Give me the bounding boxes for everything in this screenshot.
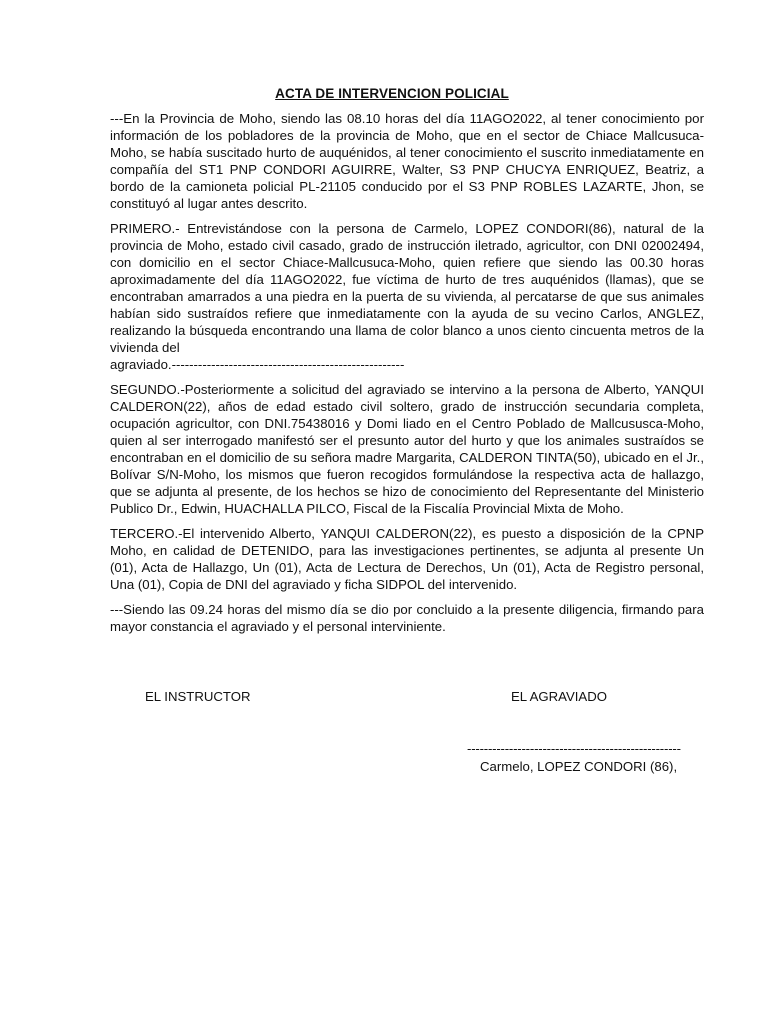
segundo-paragraph: SEGUNDO.-Posteriormente a solicitud del agraviado se intervino a la persona de Alberto, YANQUI CALDERON(22), años de edad estado civil soltero, grado de instrucción secundaria completa, ocupación agricultor, con DNI.75438016 y Domi liado en el Centro Poblado de Mallcususca-Moho, quien al ser interrogado manifestó ser el presunto autor del hurto y que los animales sustraídos se encontraban en el domicilio de su señora madre Margarita, CALDERON TINTA(50), ubicado en el Jr., Bolívar S/N-Moho, los mismos que fueron recogidos formulándose la respectiva acta de hallazgo, que se adjunta al presente, de los hechos se hizo de conocimiento del Representante del Ministerio Publico Dr., Edwin, HUACHALLA PILCO, Fiscal de la Fiscalía Provincial Mixta de Moho. [110,382,704,516]
primero-text: PRIMERO.- Entrevistándose con la persona de Carmelo, LOPEZ CONDORI(86), natural de la provincia de Moho, estado civil casado, grado de instrucción iletrado, agricultor, con DNI 02002494, con domicilio en el sector Chiace-Mallcusuca-Moho, quien refiere que siendo las 00.30 horas aproximadamente del día 11AGO2022, fue víctima de hurto de tres auquénidos (llamas), que se encontraban amarrados a una piedra en la puerta de su vivienda, al percatarse de que sus animales habían sido sustraídos refiere que inmediatamente con la ayuda de su vecino Carlos, ANGLEZ, realizando la búsqueda encontrando una llama de color blanco a unos ciento cincuenta metros de la vivienda del [110,221,704,355]
document-body [110,110,704,643]
intro-paragraph: ---En la Provincia de Moho, siendo las 08.10 horas del día 11AGO2022, al tener conocimiento por información de los pobladores de la provincia de Moho, que en el sector de Chiace Mallcusuca-Moho, se había suscitado hurto de auquénidos, al tener conocimiento el suscrito inmediatamente en compañía del ST1 PNP CONDORI AGUIRRE, Walter, S3 PNP CHUCYA ENRIQUEZ, Beatriz, a bordo de la camioneta policial PL-21105 conducido por el S3 PNP ROBLES LAZARTE, Jhon, se constituyó al lugar antes descrito. [110,111,704,211]
agraviado-label: EL AGRAVIADO [511,689,608,704]
instructor-label: EL INSTRUCTOR [145,689,251,704]
signature-line: --------------------------------------------------- [467,741,681,756]
agraviado-name: Carmelo, LOPEZ CONDORI (86), [480,759,678,774]
closing-paragraph: ---Siendo las 09.24 horas del mismo día se dio por concluido a la presente diligencia, firmando para mayor constancia el agraviado y el personal interviniente. [110,602,704,634]
document-title: ACTA DE INTERVENCION POLICIAL [275,86,509,101]
tercero-paragraph: TERCERO.-El intervenido Alberto, YANQUI CALDERON(22), es puesto a disposición de la CPNP Moho, en calidad de DETENIDO, para las investigaciones pertinentes, se adjunta al presente Un (01), Acta de Hallazgo, Un (01), Acta de Lectura de Derechos, Un (01), Acta de Registro personal, Una (01), Copia de DNI del agraviado y ficha SIDPOL del intervenido. [110,526,704,592]
primero-tail: agraviado.----------------------------------------------------- [110,357,405,372]
signature-block [0,688,768,788]
primero-paragraph [110,220,704,373]
